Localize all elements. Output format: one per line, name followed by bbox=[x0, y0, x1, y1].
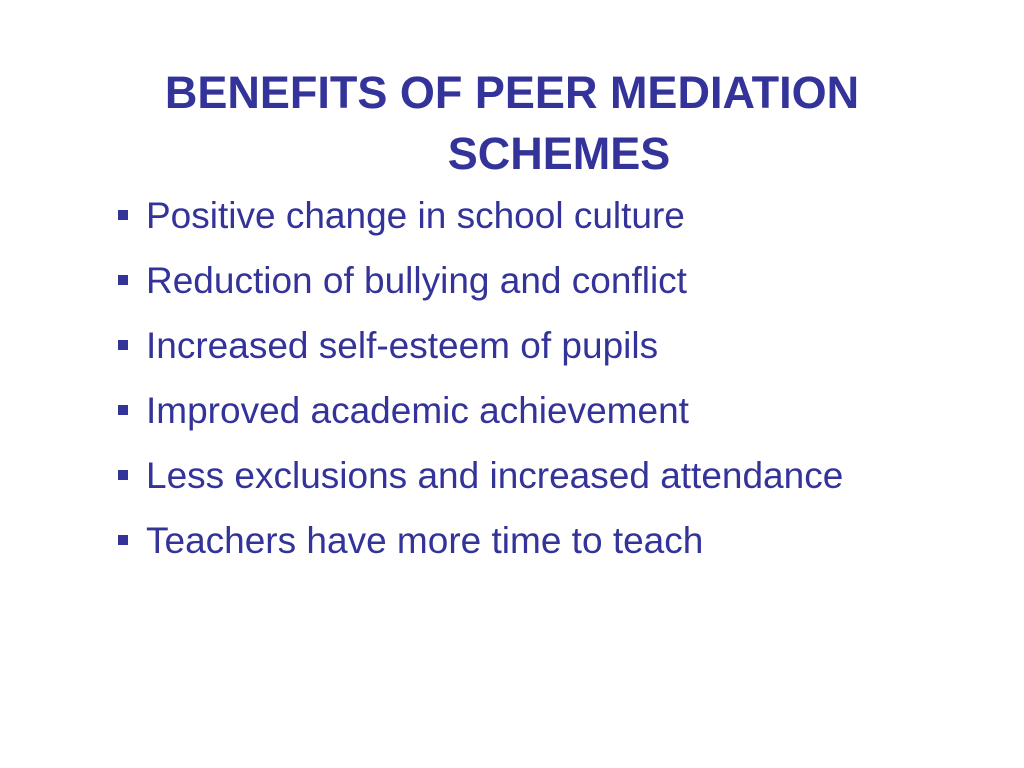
benefit-list-item bbox=[114, 320, 974, 371]
slide-title-line-2: SCHEMES bbox=[447, 128, 671, 180]
benefit-text: Increased self-esteem of pupils bbox=[146, 325, 659, 366]
benefit-text: Less exclusions and increased attendance bbox=[146, 455, 844, 496]
square-bullet-icon bbox=[118, 210, 128, 220]
square-bullet-icon bbox=[118, 340, 128, 350]
square-bullet-icon bbox=[118, 470, 128, 480]
benefit-list-item bbox=[114, 190, 974, 241]
benefits-list bbox=[114, 190, 974, 580]
slide-title-line-1: BENEFITS OF PEER MEDIATION bbox=[164, 67, 860, 119]
benefit-list-item bbox=[114, 450, 974, 501]
benefit-text: Improved academic achievement bbox=[146, 390, 689, 431]
benefit-text: Teachers have more time to teach bbox=[146, 520, 704, 561]
slide-title bbox=[60, 62, 964, 184]
square-bullet-icon bbox=[118, 535, 128, 545]
benefit-list-item bbox=[114, 385, 974, 436]
benefit-list-item bbox=[114, 515, 974, 566]
benefit-text: Reduction of bullying and conflict bbox=[146, 260, 687, 301]
benefit-text: Positive change in school culture bbox=[146, 195, 685, 236]
square-bullet-icon bbox=[118, 405, 128, 415]
square-bullet-icon bbox=[118, 275, 128, 285]
benefit-list-item bbox=[114, 255, 974, 306]
